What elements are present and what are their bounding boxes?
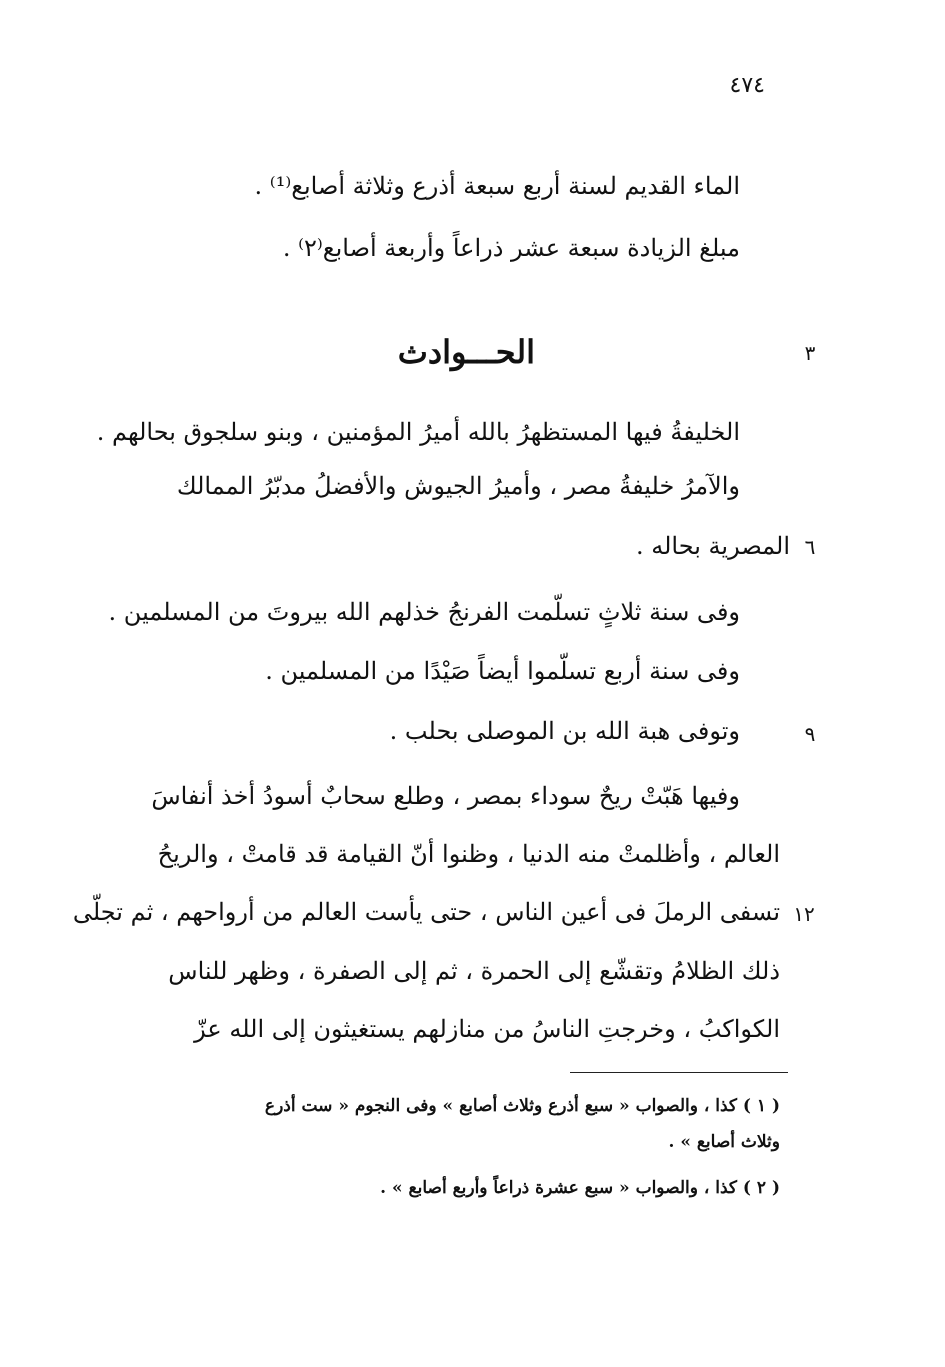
body-line: الكواكبُ ، وخرجتِ الناسُ من منازلهم يستغيثون إلى الله عزّ — [194, 1015, 780, 1043]
line-number: ٩ — [804, 722, 816, 746]
page-number: ٤٧٤ — [729, 73, 765, 98]
footnote: ( ١ ) كذا ، والصواب « سبع أذرع وثلاث أصابع » وفى النجوم « ست أذرع — [264, 1096, 780, 1116]
body-line: ذلك الظلامُ وتقشّع إلى الحمرة ، ثم إلى الصفرة ، وظهر للناس — [168, 957, 780, 985]
footnote-continuation: وثلاث أصابع » . — [668, 1132, 780, 1152]
body-line: وفى سنة ثلاثٍ تسلّمت الفرنجُ خذلهم الله بيروتَ من المسلمين . — [108, 598, 740, 626]
line-number: ١٢ — [793, 902, 815, 926]
body-line: العالم ، وأظلمتْ منه الدنيا ، وظنوا أنّ القيامة قد قامتْ ، والريحُ — [157, 840, 780, 868]
intro-line: مبلغ الزيادة سبعة عشر ذراعاً وأربعة أصابع⁽٢⁾ . — [282, 234, 740, 262]
footnote-separator — [570, 1072, 788, 1073]
body-line: وفى سنة أربع تسلّموا أيضاً صَيْدًا من المسلمين . — [265, 657, 740, 685]
body-line: المصرية بحاله . — [635, 532, 790, 560]
body-line: تسفى الرملَ فى أعين الناس ، حتى يأست العالم من أرواحهم ، ثم تجلّى — [72, 898, 780, 926]
body-line: وفيها هَبّتْ ريحٌ سوداء بمصر ، وطلع سحابٌ أسودُ أخذ أنفاسَ — [151, 782, 740, 810]
intro-line: الماء القديم لسنة أربع سبعة أذرع وثلاثة أصابع⁽¹⁾ . — [254, 172, 740, 200]
body-line: وتوفى هبة الله بن الموصلى بحلب . — [389, 717, 740, 745]
line-number: ٦ — [804, 535, 816, 559]
body-line: والآمرُ خليفةُ مصر ، وأميرُ الجيوش والأفضلُ مدبّرُ الممالك — [176, 472, 740, 500]
footnote: ( ٢ ) كذا ، والصواب « سبع عشرة ذراعاً وأربع أصابع » . — [380, 1178, 780, 1198]
section-number: ٣ — [804, 341, 816, 365]
body-line: الخليفةُ فيها المستظهرُ بالله أميرُ المؤمنين ، وبنو سلجوق بحالهم . — [96, 418, 740, 446]
section-title: الحـــوادث — [397, 333, 535, 371]
